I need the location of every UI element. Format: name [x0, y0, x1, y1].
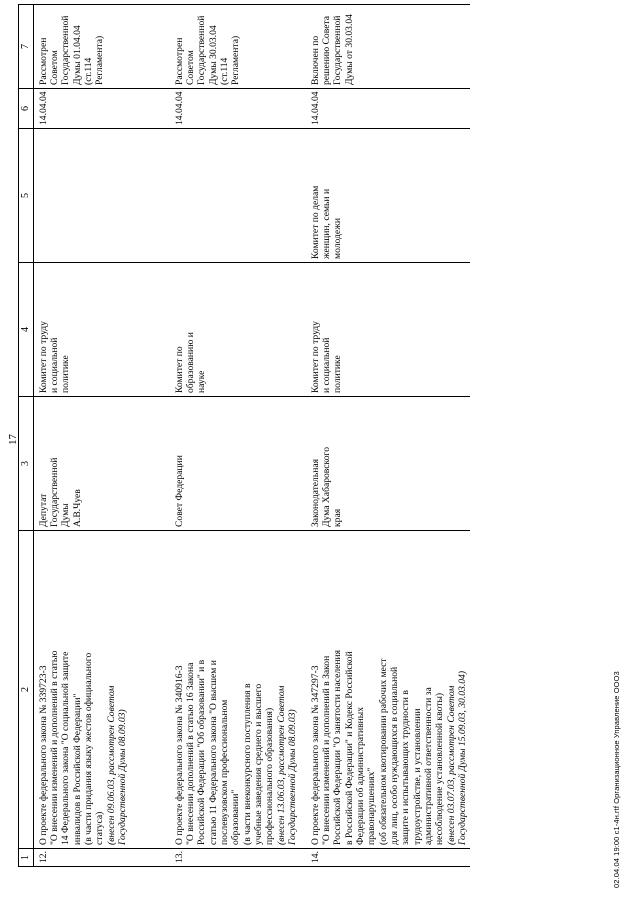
page-footer: 02.04.04 19:00 с1-4н.rtf Организационное Управление ООО3 — [612, 671, 621, 888]
date-cell: 14.04.04 — [306, 89, 470, 129]
column-header: 2 — [19, 531, 34, 849]
committee-cell — [33, 263, 170, 397]
committee-cell — [170, 263, 306, 397]
bill-title-line: образовании" — [230, 789, 242, 845]
bill-note-line: (внесен 13.06.03, рассмотрен Советом — [275, 685, 287, 845]
bill-title-line: учебные заведения среднего и высшего — [252, 683, 264, 845]
author-line: Законодательная — [309, 459, 321, 527]
bill-title-line: Федерации об административных — [355, 706, 367, 845]
bill-title-line: защите и испытывающих трудности в — [400, 690, 412, 845]
bill-title-cell — [33, 531, 170, 849]
status-line: решению Совета — [321, 15, 333, 85]
committee-line: науке — [196, 370, 208, 393]
status-line: (ст.114 Регламента) — [83, 35, 106, 85]
bill-title-line: несоблюдение установленной квоты) — [434, 692, 446, 845]
committee-cell — [306, 263, 470, 397]
bill-title-line: "О внесении дополнений в статью 16 Закона — [185, 662, 197, 845]
co-committee-cell — [170, 129, 306, 263]
table-row — [170, 5, 306, 867]
bill-note-line: Государственной Думы 08.09.03) — [116, 709, 128, 845]
table-row — [33, 5, 170, 867]
bill-title-line: "О внесении изменений и дополнений в Закон — [321, 655, 333, 845]
bill-title-cell — [170, 531, 306, 849]
column-header: 3 — [19, 397, 34, 531]
co-committee-line: женщин, семьи и — [321, 188, 333, 259]
committee-line: образованию и — [185, 332, 197, 393]
author-cell — [33, 397, 170, 531]
co-committee-line: молодежи — [332, 218, 344, 259]
column-header: 5 — [19, 129, 34, 263]
bill-title-line: послевузовском профессиональном — [219, 699, 231, 845]
page-number: 17 — [7, 434, 19, 445]
author-cell — [170, 397, 306, 531]
status-line: Рассмотрен Советом — [37, 37, 61, 85]
committee-line: и социальной — [321, 337, 333, 393]
status-cell — [170, 5, 306, 89]
bill-title-line: (в части внеконкурсного поступления в — [241, 683, 253, 845]
bill-title-line: инвалидов в Российской Федерации" — [71, 693, 83, 845]
header-row — [19, 5, 34, 867]
bill-title-line: правонарушениях" — [366, 767, 378, 845]
agenda-table — [18, 4, 470, 867]
status-line: Государственной — [196, 15, 208, 85]
bill-title-cell — [306, 531, 470, 849]
bill-title-line: (об обязательном квотировании рабочих мест — [377, 658, 389, 845]
status-line: Государственной — [332, 15, 344, 85]
committee-line: политике — [60, 355, 72, 393]
row-number: 13. — [170, 849, 306, 867]
column-header: 4 — [19, 263, 34, 397]
status-line: Думы 01.04.04 — [71, 25, 83, 85]
status-line: (ст.114 Регламента) — [219, 35, 242, 85]
bill-title-line: статуса) — [94, 811, 106, 845]
bill-note-line: (внесен 03.07.03, рассмотрен Советом — [445, 685, 457, 845]
author-line: Государственной — [49, 457, 61, 527]
bill-title-line: О проекте федерального закона № 340916-3 — [173, 665, 185, 845]
author-line: Дума Хабаровского — [321, 447, 333, 527]
bill-note-line: Государственной Думы 08.09.03) — [286, 709, 298, 845]
bill-title-line: Российской Федерации "О занятости населения — [332, 649, 344, 845]
committee-line: Комитет по труду — [309, 321, 321, 393]
committee-line: политике — [332, 355, 344, 393]
status-line: Думы от 30.03.04 — [343, 14, 355, 85]
status-line: Включен по — [309, 35, 321, 85]
committee-line: Комитет по — [173, 346, 185, 393]
status-cell — [33, 5, 170, 89]
row-number: 12. — [33, 849, 170, 867]
status-line: Думы 30.03.04 — [207, 25, 219, 85]
author-cell — [306, 397, 470, 531]
author-line: Думы — [60, 503, 72, 527]
committee-line: Комитет по труду — [37, 321, 49, 393]
bill-note-line: Государственной Думы 15.09.03, 30.03.04) — [456, 670, 468, 845]
column-header: 1 — [19, 849, 34, 867]
column-header: 7 — [19, 5, 34, 89]
bill-note-line: (внесен 09.06.03, рассмотрен Советом — [105, 685, 117, 845]
author-line: А.В.Чуев — [71, 489, 83, 527]
bill-title-line: Российской Федерации "Об образовании" и в — [196, 659, 208, 845]
row-number: 14. — [306, 849, 470, 867]
bill-title-line: административной ответственности за — [422, 687, 434, 845]
bill-title-line: 14 Федерального закона "О социальной защите — [60, 651, 72, 845]
date-cell: 14.04.04 — [170, 89, 306, 129]
bill-title-line: О проекте федерального закона № 339723-3 — [37, 665, 49, 845]
bill-title-line: в Российской Федерации" и Кодекс Российской — [343, 651, 355, 845]
co-committee-line: Комитет по делам — [309, 185, 321, 259]
column-header: 6 — [19, 89, 34, 129]
author-line: Депутат — [37, 493, 49, 527]
status-cell — [306, 5, 470, 89]
bill-title-line: "О внесении изменений и дополнений в статью — [49, 650, 61, 845]
bill-title-line: профессионального образования) — [264, 707, 276, 845]
status-line: Государственной — [60, 15, 72, 85]
bill-title-line: (в части придания языку жестов официального — [83, 652, 95, 845]
co-committee-cell — [33, 129, 170, 263]
co-committee-cell — [306, 129, 470, 263]
table-row — [306, 5, 470, 867]
bill-title-line: О проекте федерального закона № 347297-3 — [309, 665, 321, 845]
status-line: Рассмотрен Советом — [173, 37, 197, 85]
date-cell: 14.04.04 — [33, 89, 170, 129]
bill-title-line: статью 11 Федерального закона "О высшем и — [207, 660, 219, 845]
bill-title-line: для лиц, особо нуждающихся в социальной — [388, 666, 400, 845]
author-line: Совет Федерации — [173, 455, 185, 527]
committee-line: и социальной — [49, 337, 61, 393]
bill-title-line: трудоустройстве, и установлении — [411, 708, 423, 845]
author-line: края — [332, 508, 344, 527]
